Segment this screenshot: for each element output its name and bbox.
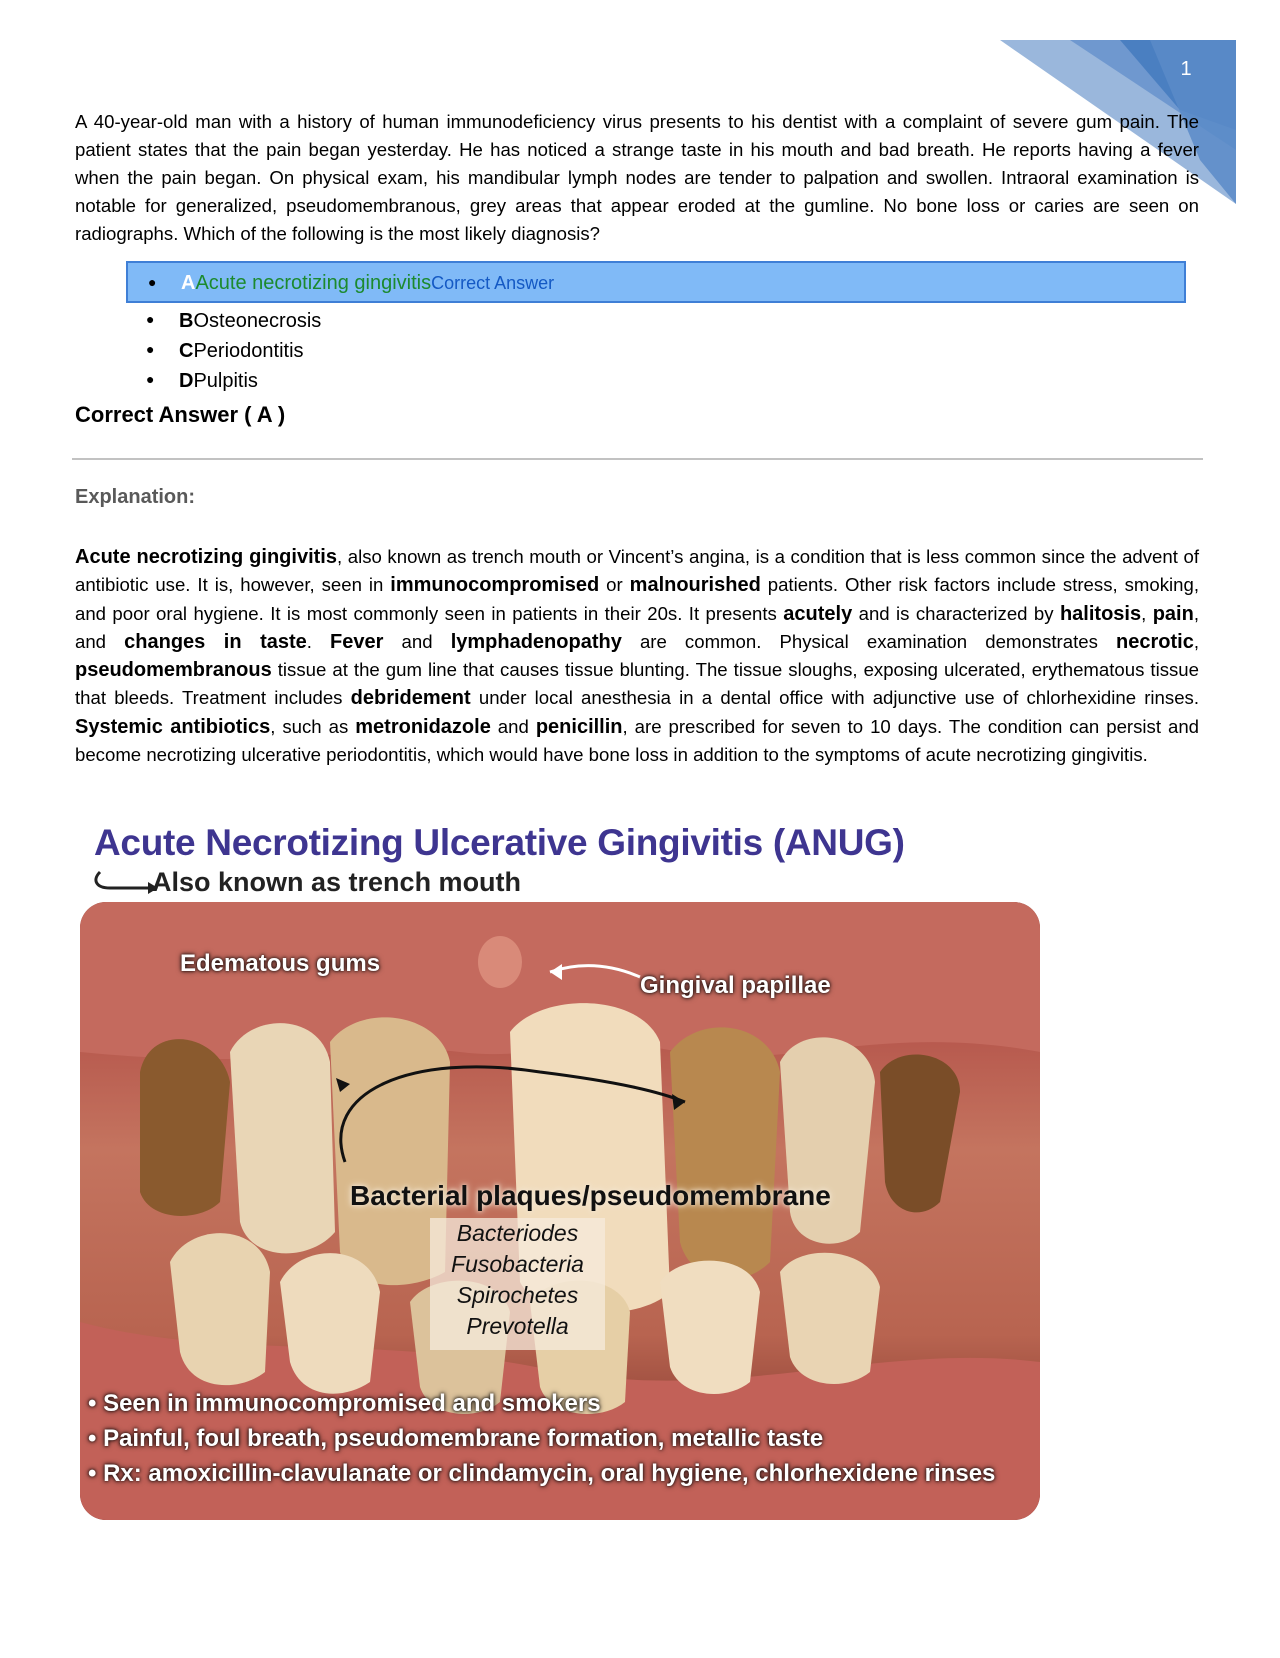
explanation-segment: , also known as trench mouth or Vincent’s angina, is a condition that is less common since the advent of antibiotic use. It is, however, seen in <box>75 546 1199 596</box>
correct-answer-line: Correct Answer ( A ) <box>75 402 286 427</box>
explanation-segment: and <box>383 630 451 652</box>
organism-item: Spirochetes <box>456 1282 579 1308</box>
choice-label: Acute necrotizing gingivitis <box>195 272 432 294</box>
organism-item: Bacteriodes <box>456 1220 579 1246</box>
figure-bullet: • Rx: amoxicillin-clavulanate or clindamycin, oral hygiene, chlorhexidene rinses <box>88 1460 996 1487</box>
choice-text <box>181 272 554 295</box>
choice-text <box>179 370 258 393</box>
explanation-keyword: malnourished <box>629 574 761 597</box>
explanation-segment: and <box>490 715 536 737</box>
explanation-keyword: debridement <box>350 687 471 710</box>
choice-letter: D <box>179 370 194 392</box>
explanation-segment: , and <box>75 602 1199 652</box>
figure-bullet-text: Seen in immunocompromised and smokers <box>103 1390 601 1417</box>
organism-item: Fusobacteria <box>451 1251 584 1277</box>
explanation-segment: patients. Other risk factors include stress, smoking, and poor oral hygiene. It is most commonly seen in patients in their 20s. It presents <box>75 574 1200 624</box>
bullet-icon: ● <box>146 341 155 357</box>
edematous-gums-label: Edematous gums <box>180 950 381 977</box>
explanation-keyword: lymphadenopathy <box>450 630 622 653</box>
choice-text <box>179 310 321 333</box>
choice-letter: B <box>179 310 194 332</box>
explanation-segment: , <box>1193 630 1199 652</box>
correct-answer-tag: Correct Answer <box>431 273 555 293</box>
answer-choices <box>126 261 1186 397</box>
choice-d[interactable] <box>126 367 1186 397</box>
explanation-keyword: penicillin <box>535 715 623 738</box>
choice-c[interactable] <box>126 337 1186 367</box>
explanation-keyword: Acute necrotizing gingivitis <box>75 546 337 568</box>
explanation-segment: . <box>306 630 331 652</box>
choice-label: Osteonecrosis <box>193 310 322 332</box>
page-number: 1 <box>1180 58 1192 80</box>
bullet-icon: ● <box>146 311 155 327</box>
explanation-keyword: halitosis <box>1059 602 1142 625</box>
choice-a[interactable] <box>126 261 1186 303</box>
choice-b[interactable] <box>126 307 1186 337</box>
bacterial-plaques-label: Bacterial plaques/pseudomembrane <box>350 1180 831 1211</box>
bullet-icon: ● <box>146 371 155 387</box>
explanation-segment: and is characterized by <box>852 602 1060 624</box>
explanation-keyword: necrotic <box>1116 630 1194 653</box>
anug-figure <box>80 822 1040 1522</box>
figure-bullet-text: : amoxicillin-clavulanate or clindamycin, oral hygiene, chlorhexidene rinses <box>133 1460 996 1487</box>
explanation-heading: Explanation: <box>75 486 196 508</box>
bullet-icon: ● <box>148 274 157 290</box>
choice-text <box>179 340 304 363</box>
explanation-keyword: metronidazole <box>355 715 491 738</box>
explanation-segment: , are prescribed for seven to 10 days. The condition can persist and become necrotizing ulcerative periodontitis, which would have bone loss in addition to the symptoms of acute necrotizing gingivitis. <box>75 715 1199 766</box>
figure-bullet-list <box>88 1386 995 1491</box>
organism-item: Prevotella <box>466 1313 569 1339</box>
explanation-segment: are common. Physical examination demonstrates <box>621 630 1117 652</box>
explanation-segment: tissue at the gum line that causes tissue blunting. The tissue sloughs, exposing ulcerated, erythematous tissue that bleeds. Treatment includes <box>75 659 1199 709</box>
explanation-keyword: acutely <box>783 602 853 625</box>
organism-list <box>430 1218 605 1350</box>
curved-arrow-icon <box>90 866 160 906</box>
choice-label: Pulpitis <box>193 370 258 392</box>
explanation-text <box>75 543 1199 769</box>
explanation-keyword: changes in taste <box>124 630 307 653</box>
explanation-keyword: Fever <box>330 630 384 653</box>
section-divider <box>72 458 1203 460</box>
explanation-segment: , <box>1141 602 1153 624</box>
rx-prefix: Rx <box>103 1460 134 1487</box>
explanation-keyword: pain <box>1152 602 1194 625</box>
explanation-keyword: Systemic antibiotics <box>75 715 271 738</box>
choice-label: Periodontitis <box>193 340 304 362</box>
figure-bullet-text: Painful, foul breath, pseudomembrane formation, metallic taste <box>103 1425 824 1452</box>
explanation-segment: , such as <box>270 715 356 737</box>
explanation-keyword: immunocompromised <box>390 574 600 597</box>
explanation-keyword: pseudomembranous <box>75 659 272 682</box>
figure-subtitle: Also known as trench mouth <box>152 867 522 897</box>
gingival-papillae-label: Gingival papillae <box>640 972 831 999</box>
figure-bullet: • Painful, foul breath, pseudomembrane formation, metallic taste <box>88 1425 824 1452</box>
figure-title: Acute Necrotizing Ulcerative Gingivitis (ANUG) <box>94 822 905 863</box>
explanation-segment: under local anesthesia in a dental office with adjunctive use of chlorhexidine rinses. <box>470 687 1199 709</box>
choice-letter: A <box>181 272 196 294</box>
choice-letter: C <box>179 340 194 362</box>
question-text: A 40-year-old man with a history of human immunodeficiency virus presents to his dentist with a complaint of severe gum pain. The patient states that the pain began yesterday. He has noticed a strange taste in his mouth and bad breath. He reports having a fever when the pain began. On physical exam, his mandibular lymph nodes are tender to palpation and swollen. Intraoral examination is notable for generalized, pseudomembranous, grey areas that appear eroded at the gumline. No bone loss or caries are seen on radiographs. Which of the following is the most likely diagnosis? <box>75 111 1199 244</box>
figure-bullet: • Seen in immunocompromised and smokers <box>88 1390 601 1417</box>
mouth-photo <box>80 902 1040 1520</box>
explanation-segment: or <box>599 574 630 596</box>
